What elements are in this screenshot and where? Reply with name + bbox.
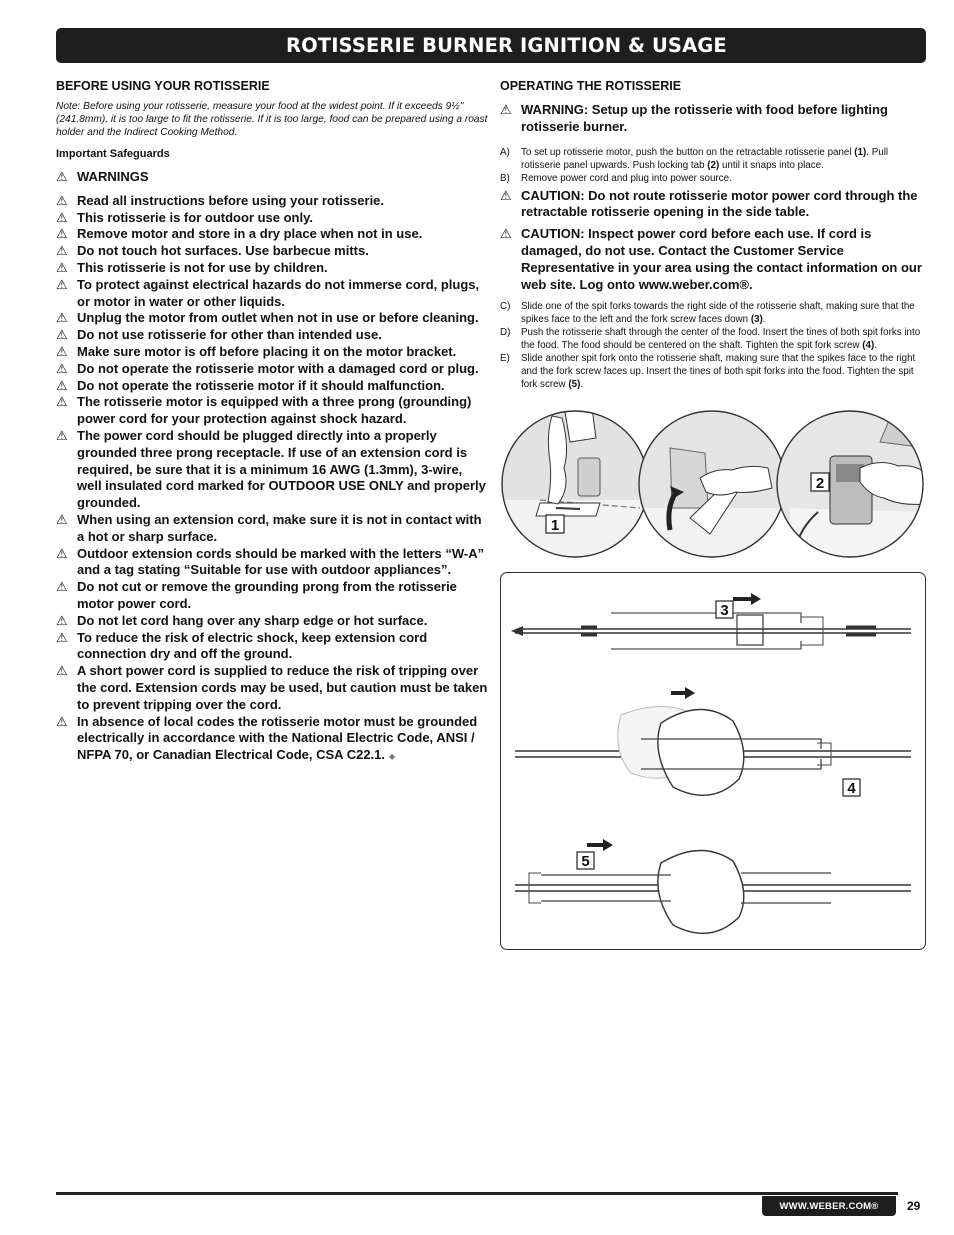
warning-item: ⚠ Do not cut or remove the grounding prong from the rotisserie motor power cord. — [56, 579, 457, 611]
warning-triangle-icon: ⚠ — [56, 360, 68, 376]
svg-text:3: 3 — [720, 602, 729, 619]
warning-triangle-icon: ⚠ — [56, 579, 68, 595]
footer-website: WWW.WEBER.COM® — [779, 1200, 879, 1212]
footer-website-badge — [762, 1196, 896, 1216]
callout-3 — [716, 601, 733, 619]
warning-item: ⚠ Do not let cord hang over any sharp edge or hot surface. — [56, 612, 428, 628]
step-d: D) Push the rotisserie shaft through the center of the food. Insert the tines of both spit forks into the food. The food should be centered on the shaft. Tighten the spit fork screw (4). — [500, 327, 921, 352]
page-title: ROTISSERIE BURNER IGNITION & USAGE — [286, 34, 727, 57]
warning-triangle-icon: ⚠ — [56, 663, 68, 679]
warning-triangle-icon: ⚠ — [56, 343, 68, 359]
section-heading-operating: OPERATING THE ROTISSERIE — [500, 79, 682, 93]
rotisserie-panel-illustration — [500, 408, 926, 560]
size-note: Note: Before using your rotisserie, measure your food at the widest point. If it exceeds 9½" (241.8mm), it is too large to fit the rotisserie. If it is too large, food can be prepared using a roast holder and the Indirect Cooking Method. — [56, 101, 488, 138]
warning-triangle-icon: ⚠ — [56, 276, 68, 292]
warning-triangle-icon: ⚠ — [56, 310, 68, 326]
warning-triangle-icon: ⚠ — [56, 377, 68, 393]
section-heading-before-using: BEFORE USING YOUR ROTISSERIE — [56, 79, 270, 93]
warning-item: ⚠ The power cord should be plugged directly into a properly grounded three prong receptacle. If use of an extension cord is required, be sure that it is a minimum 16 AWG (1.3mm), 3-wire, well insulated cord marked for OUTDOOR USE ONLY and properly grounded. — [56, 427, 486, 511]
callout-1 — [546, 515, 564, 534]
spit-shaft-row-1 — [511, 593, 911, 649]
warnings-label: ⚠ WARNINGS — [56, 169, 149, 184]
footer-rule — [56, 1192, 898, 1195]
caution-power-cord-route: ⚠ CAUTION: Do not route rotisserie motor power cord through the retractable rotisserie opening in the side table. — [500, 187, 918, 220]
right-column — [500, 79, 928, 391]
svg-text:5: 5 — [581, 853, 590, 870]
warning-triangle-icon: ⚠ — [56, 511, 68, 527]
callout-4 — [843, 779, 860, 797]
warning-triangle-icon: ⚠ — [56, 259, 68, 275]
warning-item: ⚠ Remove motor and store in a dry place when not in use. — [56, 226, 423, 242]
warning-triangle-icon: ⚠ — [56, 226, 68, 242]
warning-item: ⚠ Outdoor extension cords should be marked with the letters “W-A” and a tag stating “Suitable for use with outdoor appliances”. — [56, 545, 485, 578]
svg-text:1: 1 — [550, 517, 560, 534]
warning-triangle-icon: ⚠ — [56, 192, 68, 208]
svg-text:2: 2 — [815, 475, 825, 492]
warning-triangle-icon: ⚠ — [56, 327, 68, 343]
svg-text:4: 4 — [847, 780, 856, 797]
warning-item: ⚠ Do not operate the rotisserie motor if it should malfunction. — [56, 377, 445, 393]
warning-item: ⚠ Do not operate the rotisserie motor with a damaged cord or plug. — [56, 360, 479, 376]
warning-item: ⚠ Unplug the motor from outlet when not in use or before cleaning. — [56, 310, 479, 326]
step-b: B) Remove power cord and plug into power source. — [500, 172, 732, 184]
warning-triangle-icon: ⚠ — [500, 102, 512, 117]
end-mark-icon: ◆ — [389, 752, 396, 762]
important-safeguards-heading: Important Safeguards — [56, 148, 170, 160]
warning-triangle-icon: ⚠ — [56, 612, 68, 628]
warning-triangle-icon: ⚠ — [56, 243, 68, 259]
detail-circle-lift-panel — [635, 408, 795, 560]
warning-item: ⚠ Do not touch hot surfaces. Use barbecue mitts. — [56, 243, 369, 259]
warning-triangle-icon: ⚠ — [56, 394, 68, 410]
warning-item: ⚠ To reduce the risk of electric shock, keep extension cord connection dry and off the ground. — [56, 629, 428, 662]
caution-inspect-cord: ⚠ CAUTION: Inspect power cord before each use. If cord is damaged, do not use. Contact the Customer Service Representative in your area using the contact information on our web site. Log onto www.weber.com®. — [500, 226, 922, 292]
title-bar — [56, 28, 926, 63]
detail-circle-locking-tab — [775, 408, 926, 560]
warning-item: ⚠ This rotisserie is not for use by children. — [56, 259, 328, 275]
warning-triangle-icon: ⚠ — [56, 545, 68, 561]
warning-triangle-icon: ⚠ — [56, 209, 68, 225]
spit-food-row-3 — [515, 839, 911, 933]
warning-item: ⚠ A short power cord is supplied to reduce the risk of tripping over the cord. Extension cords may be used, but caution must be taken to prevent tripping over the cord. — [56, 663, 488, 712]
left-column — [56, 79, 488, 766]
page-number: 29 — [907, 1199, 921, 1213]
warning-triangle-icon: ⚠ — [500, 226, 512, 242]
spit-assembly-illustration-box — [500, 572, 926, 950]
callout-5 — [577, 852, 594, 870]
warning-item: ⚠ Read all instructions before using your rotisserie. — [56, 192, 385, 208]
warning-triangle-icon: ⚠ — [56, 169, 68, 184]
warning-triangle-icon: ⚠ — [56, 629, 68, 645]
step-e: E) Slide another spit fork onto the rotisserie shaft, making sure that the spikes face to the right and the fork screw faces up. Insert the tines of both spit forks into the food. Tighten the spit fork screw (5). — [500, 353, 916, 391]
step-a: A) To set up rotisserie motor, push the button on the retractable rotisserie panel (1). Pull rotisserie panel upwards. Push locking tab (2) until it snaps into place. — [500, 146, 889, 171]
warning-triangle-icon: ⚠ — [56, 427, 68, 443]
warning-item: ⚠ To protect against electrical hazards do not immerse cord, plugs, or motor in water or other liquids. — [56, 276, 480, 309]
warning-setup-food: ⚠ WARNING: Setup up the rotisserie with food before lighting rotisserie burner. — [500, 102, 888, 134]
warning-item: ⚠ In absence of local codes the rotisserie motor must be grounded electrically in accordance with the National Electric Code, ANSI / NFPA 70, or Canadian Electrical Code, CSA C22.1. ◆ — [56, 714, 488, 766]
warning-triangle-icon: ⚠ — [500, 187, 512, 203]
warnings-list — [56, 193, 488, 766]
step-c: C) Slide one of the spit forks towards the right side of the rotisserie shaft, making sure that the spikes face to the left and the fork screw faces down (3). — [500, 301, 915, 326]
callout-2 — [811, 473, 829, 492]
warning-item: ⚠ This rotisserie is for outdoor use only. — [56, 209, 313, 225]
warning-item: ⚠ Do not use rotisserie for other than intended use. — [56, 327, 382, 343]
warning-triangle-icon: ⚠ — [56, 713, 68, 729]
spit-assembly-illustration — [501, 573, 927, 951]
warning-item: ⚠ When using an extension cord, make sure it is not in contact with a hot or sharp surface. — [56, 511, 482, 544]
warning-item: ⚠ The rotisserie motor is equipped with a three prong (grounding) power cord for your protection against shock hazard. — [56, 394, 472, 427]
warning-item: ⚠ Make sure motor is off before placing it on the motor bracket. — [56, 343, 457, 359]
